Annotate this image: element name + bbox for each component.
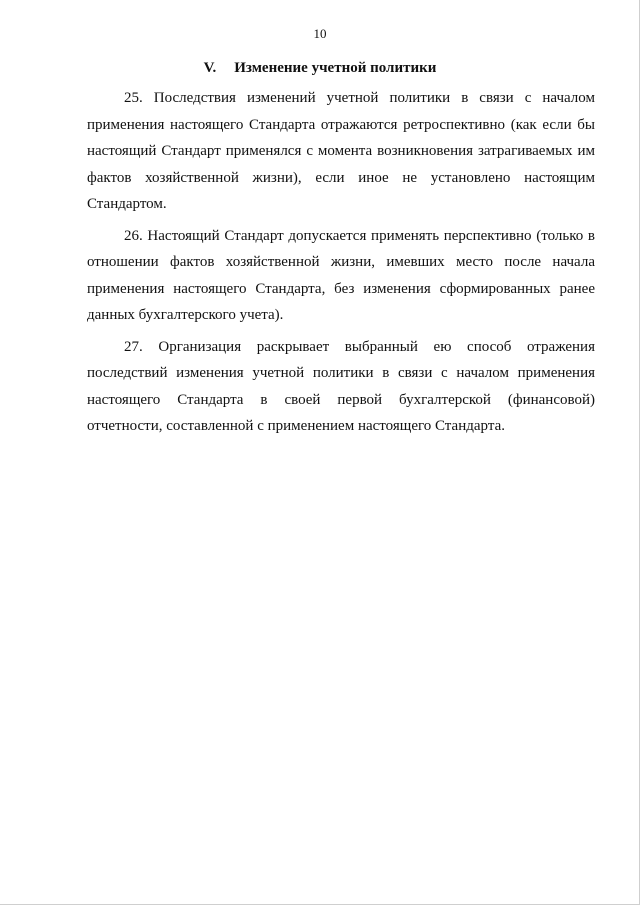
section-number: V. [203,60,217,76]
section-heading [0,60,640,77]
paragraph-25: 25. Последствия изменений учетной политики в связи с началом применения настоящего Стандарта отражаются ретроспективно (как если бы настоящий Стандарт применялся с момента возникновения затрагиваемых им фактов хозяйственной жизни), если иное не установлено настоящим Стандартом. [87,90,595,212]
paragraph-26: 26. Настоящий Стандарт допускается применять перспективно (только в отношении фактов хозяйственной жизни, имевших место после начала применения настоящего Стандарта, без изменения сформированных ранее данных бухгалтерского учета). [87,227,595,323]
paragraph-27: 27. Организация раскрывает выбранный ею способ отражения последствий изменения учетной политики в связи с началом применения настоящего Стандарта в своей первой бухгалтерской (финансовой) отчетности, составленной с применением настоящего Стандарта. [87,338,595,434]
body-text [87,85,595,445]
section-title: Изменение учетной политики [234,60,437,76]
page-number: 10 [313,26,327,41]
